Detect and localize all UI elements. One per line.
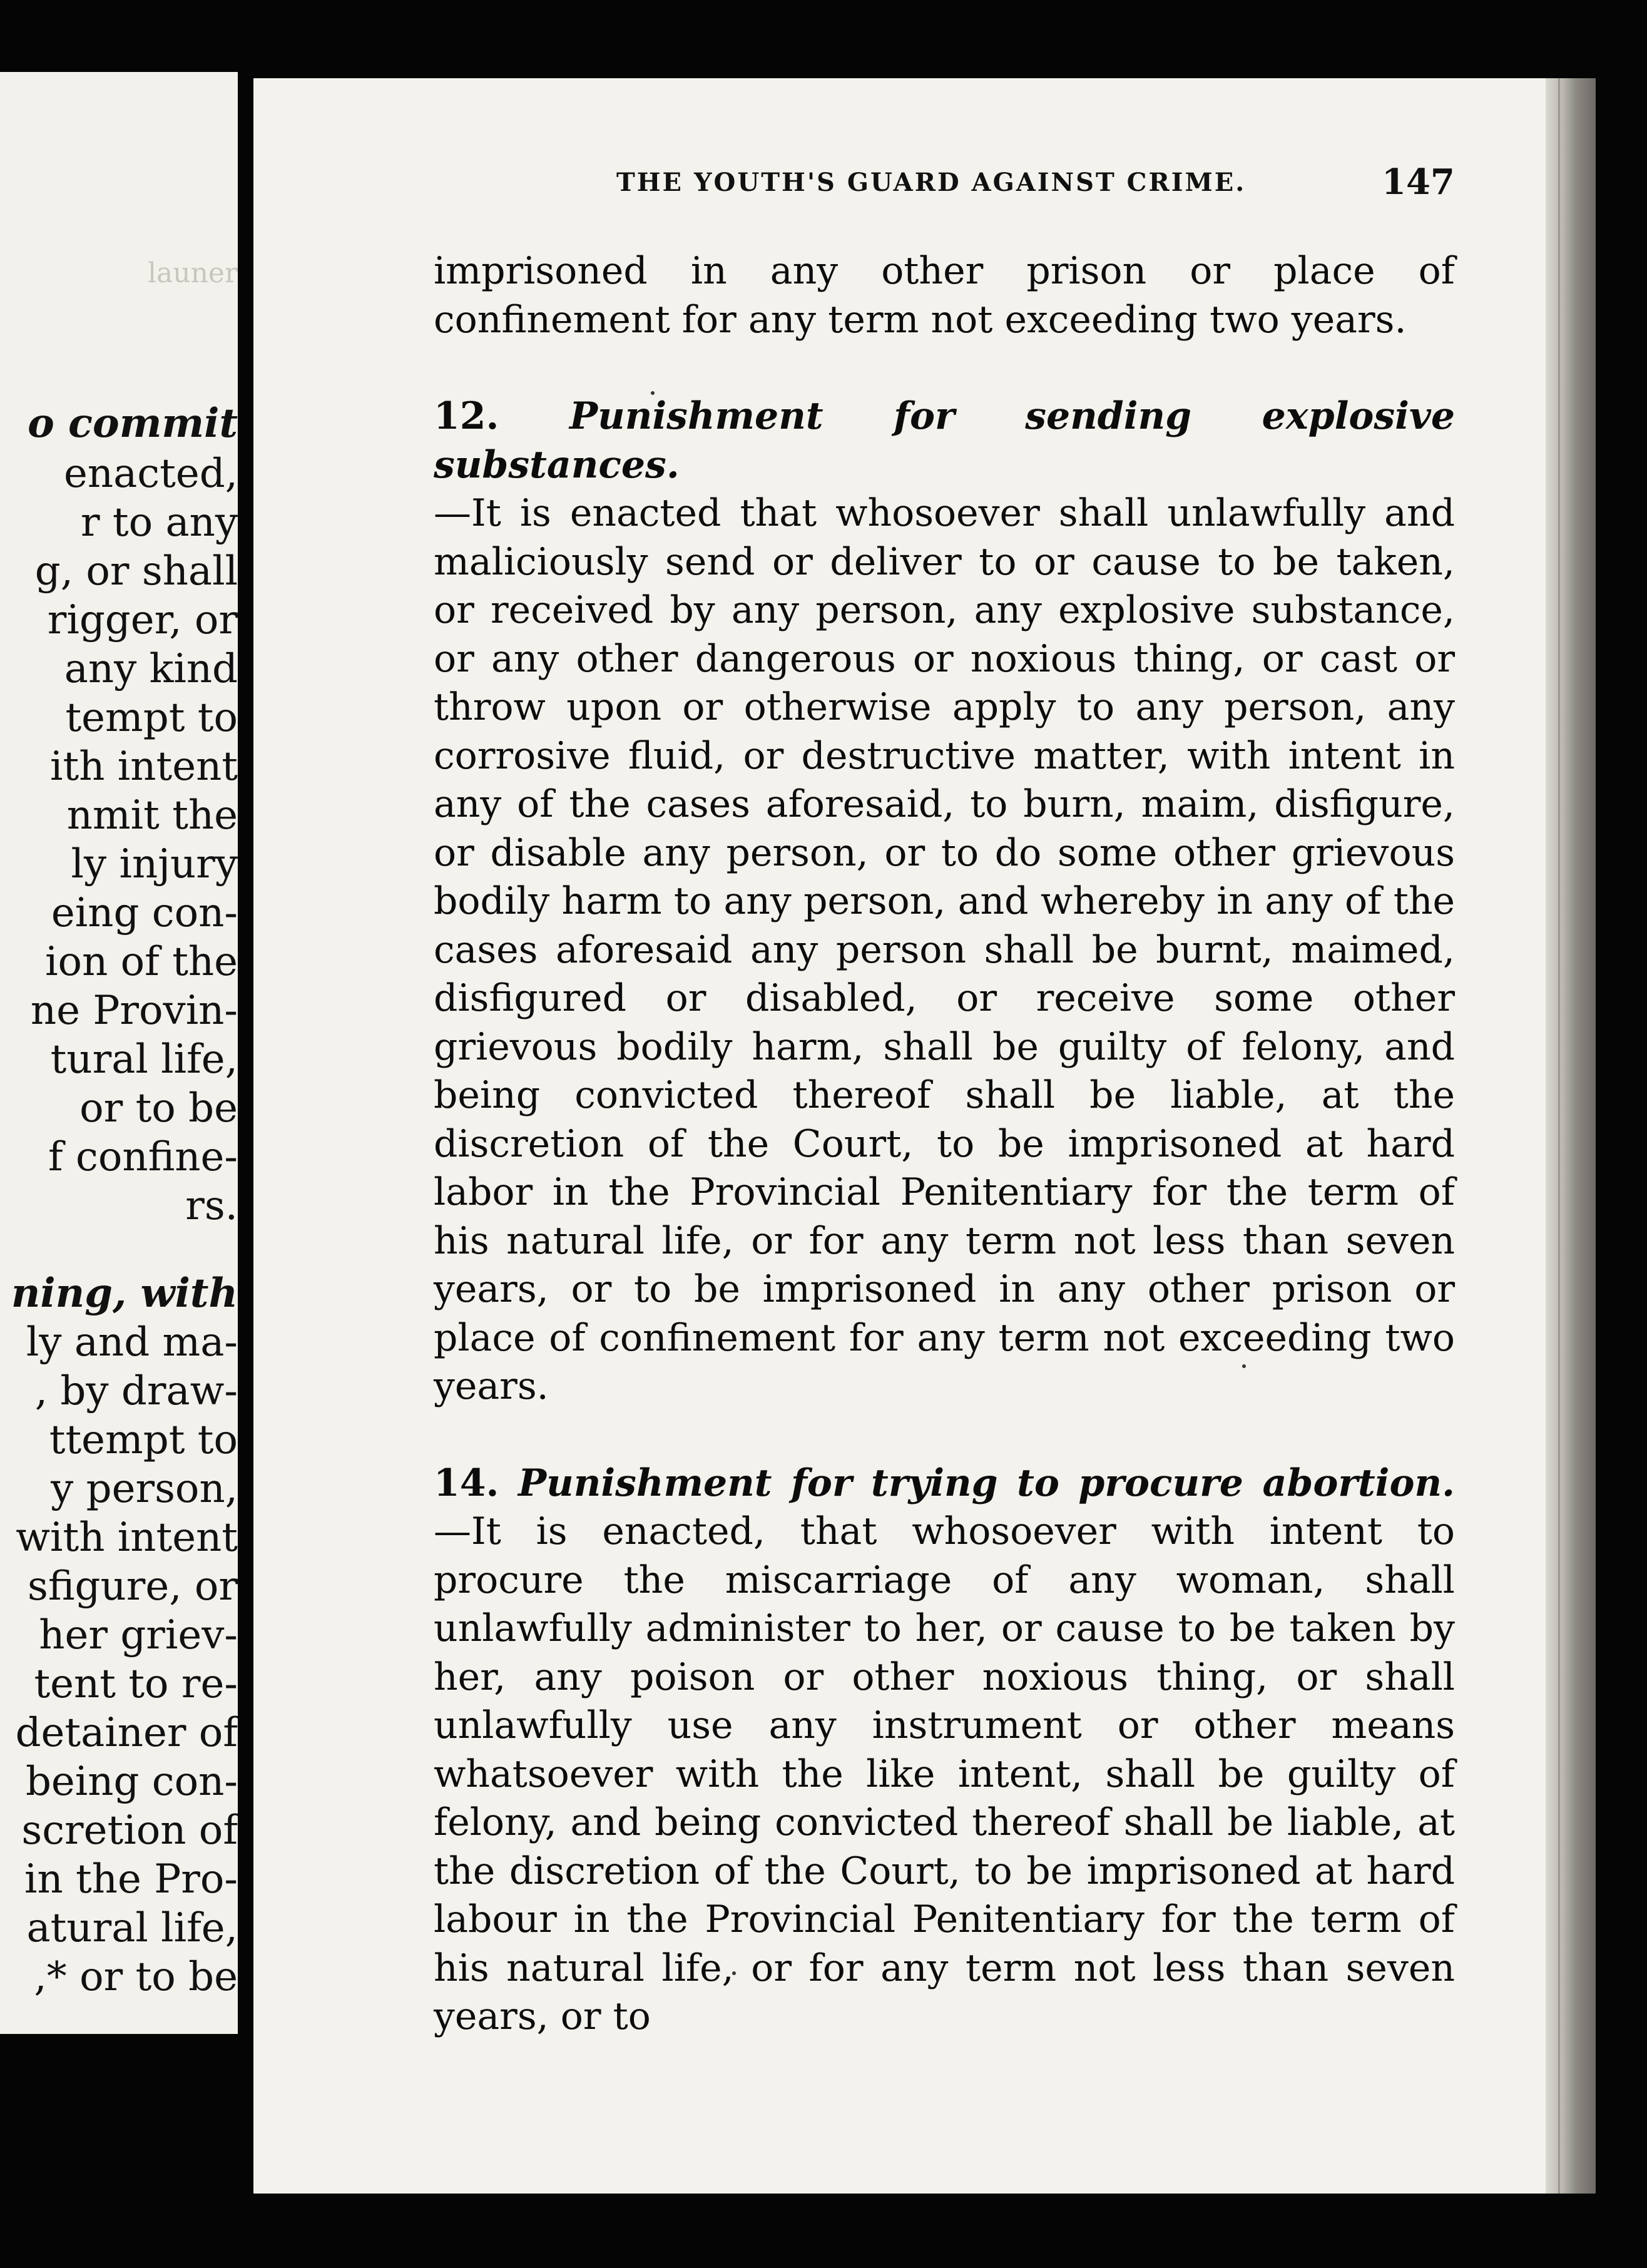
left-page-faint-text: launer — [147, 257, 238, 289]
left-page-line: r to any — [80, 499, 238, 546]
section-12-heading — [434, 394, 1455, 487]
paragraph-continued: imprisoned in any other prison or place of confinement for any term not exceeding two years. — [434, 249, 1455, 342]
left-page-fragment — [0, 72, 238, 2034]
left-page-line: in the Pro- — [24, 1856, 238, 1903]
left-page-line: ith intent — [50, 743, 238, 790]
left-page-line: being con- — [25, 1759, 238, 1805]
left-page-line: ly and ma- — [26, 1319, 238, 1366]
section-14-text: —It is enacted, that whosoever with intent to procure the miscarriage of any woman, shall unlawfully administer to her, or cause to be taken by her, any poison or other noxious thing, or shall unlawfully use any instrument or other means whatsoever with the like intent, shall be guilty of felony, and being convicted thereof shall be liable, at the discretion of the Court, to be imprisoned at hard labour in the Provincial Penitentiary for the term of his natural life, or for any term not less than seven years, or to — [434, 1509, 1455, 2038]
left-page-line: ,* or to be — [34, 1954, 238, 2000]
section-12-title: Punishment for sending explosive substances. — [434, 394, 1456, 487]
left-page-line: g, or shall — [34, 548, 238, 595]
section-14-title: Punishment for trying to procure abortion. — [518, 1461, 1456, 1505]
page-edge-shadow — [1546, 78, 1596, 2194]
section-12-text: —It is enacted that whosoever shall unlawfully and maliciously send or deliver to or cause to be taken, or received by any person, any explosive substance, or any other dangerous or noxious thing, or cast or throw upon or otherwise apply to any person, any corrosive fluid, or destructive matter, with intent in any of the cases aforesaid, to burn, maim, disfigure, or disable any person, or to do some other grievous bodily harm to any person, and whereby in any of the cases aforesaid any person shall be burnt, maimed, disfigured or disabled, or receive some other grievous bodily harm, shall be guilty of felony, and being convicted thereof shall be liable, at the discretion of the Court, to be imprisoned at hard labor in the Provincial Penitentiary for the term of his natural life, or for any term not less than seven years, or to be imprisoned in any other prison or place of confinement for any term not exceeding two years. — [434, 491, 1455, 1408]
page-number: 147 — [1382, 161, 1455, 203]
left-page-line: enacted, — [64, 451, 238, 497]
left-page-line: ion of the — [45, 939, 238, 985]
section-12-number: 12. — [434, 394, 499, 438]
left-page-line: her griev- — [39, 1612, 238, 1658]
left-page-line: tempt to — [65, 695, 238, 741]
left-page-line: tent to re- — [34, 1661, 238, 1707]
left-page-line: scretion of — [21, 1807, 238, 1854]
section-14-number: 14. — [434, 1461, 499, 1505]
section-14-paragraph — [434, 1459, 1455, 2041]
left-page-line: eing con- — [51, 890, 238, 936]
left-page-line: rigger, or — [47, 597, 238, 643]
left-page-line: atural life, — [26, 1905, 238, 1951]
left-page-line: ne Provin- — [30, 988, 238, 1034]
left-page-line: rs. — [185, 1183, 238, 1229]
left-page-line: f confine- — [48, 1134, 238, 1180]
left-page-line: ttempt to — [49, 1417, 238, 1463]
body-text — [434, 247, 1455, 2041]
left-page-line: o commit — [28, 400, 238, 447]
left-page-line: any kind — [64, 646, 238, 692]
section-14-heading — [434, 1461, 1455, 1505]
section-12-paragraph — [434, 392, 1455, 1411]
left-page-line: with intent — [16, 1515, 238, 1561]
running-head: THE YOUTH'S GUARD AGAINST CRIME. — [616, 168, 1247, 197]
left-page-line: sfigure, or — [28, 1563, 238, 1610]
left-page-line: detainer of — [15, 1710, 238, 1756]
left-page-line: ning, with — [11, 1270, 238, 1317]
left-page-line: y person, — [51, 1466, 238, 1512]
left-page-line: nmit the — [66, 792, 238, 839]
left-page-line: , by draw- — [34, 1368, 238, 1414]
left-page-line: or to be — [79, 1085, 238, 1131]
left-page-line: tural life, — [50, 1036, 238, 1083]
left-page-line: ly injury — [71, 841, 238, 887]
